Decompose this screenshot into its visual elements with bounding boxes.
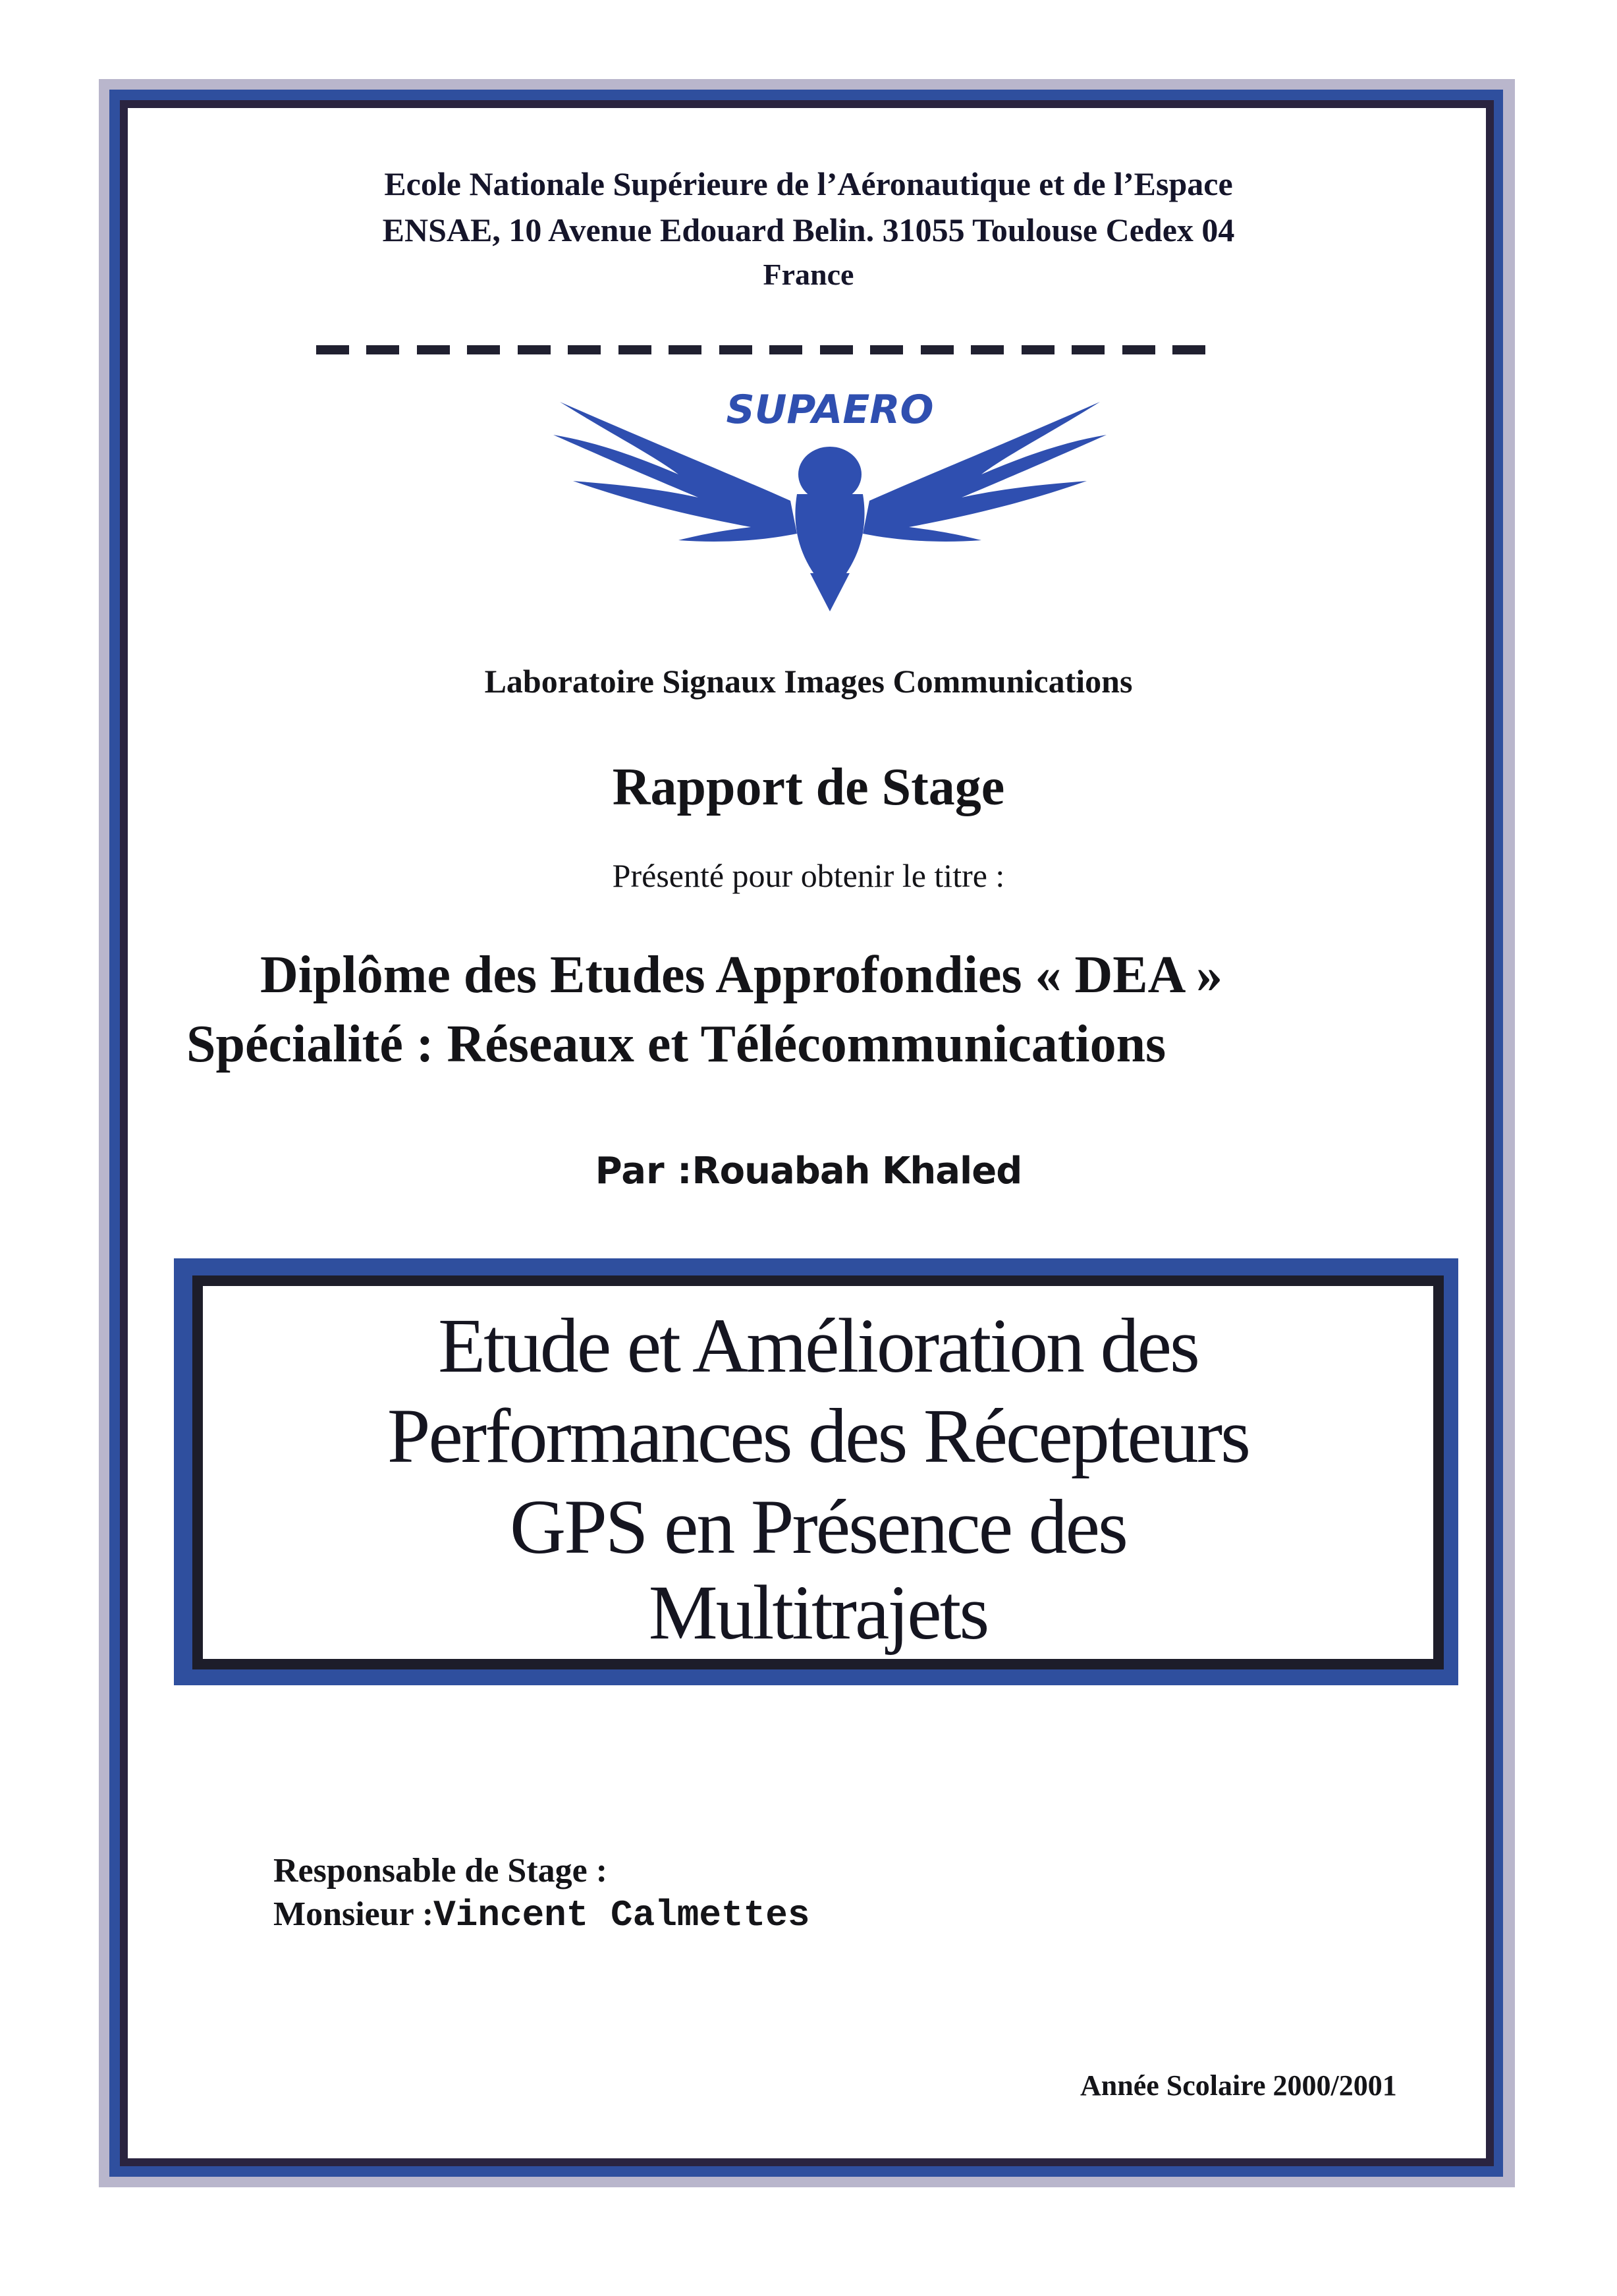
dashed-separator: [316, 345, 1205, 354]
diploma-title: Diplôme des Etudes Approfondies « DEA »: [260, 946, 1223, 1004]
diploma-speciality: Spécialité : Réseaux et Télécommunications: [186, 1015, 1166, 1073]
author-line: [0, 1150, 1617, 1192]
supervisor-label: Responsable de Stage :: [273, 1852, 608, 1890]
thesis-title-line: GPS en Présence des: [510, 1484, 1126, 1570]
logo-text: SUPAERO: [726, 387, 934, 433]
presented-for: Présenté pour obtenir le titre :: [612, 857, 1005, 894]
supervisor-line: [273, 1894, 809, 1936]
author-prefix: Par :: [595, 1150, 692, 1192]
laboratory-name: Laboratoire Signaux Images Communications: [484, 663, 1133, 700]
thesis-title-line: Etude et Amélioration des: [438, 1302, 1198, 1389]
school-address: ENSAE, 10 Avenue Edouard Belin. 31055 Toulouse Cedex 04: [382, 211, 1235, 248]
supervisor-prefix: Monsieur :: [273, 1895, 434, 1933]
thesis-title-line: Performances des Récepteurs: [387, 1393, 1249, 1479]
thesis-title-line: Multitrajets: [648, 1569, 988, 1656]
eagle-logo-icon: [553, 402, 1107, 611]
author-name: Rouabah Khaled: [692, 1150, 1022, 1192]
supaero-logo: [514, 376, 1146, 613]
report-type: Rapport de Stage: [612, 758, 1005, 816]
school-name: Ecole Nationale Supérieure de l’Aéronautique et de l’Espace: [384, 165, 1233, 202]
supervisor-name: Vincent Calmettes: [433, 1894, 810, 1936]
academic-year: Année Scolaire 2000/2001: [1080, 2069, 1397, 2102]
school-country: France: [763, 258, 854, 291]
